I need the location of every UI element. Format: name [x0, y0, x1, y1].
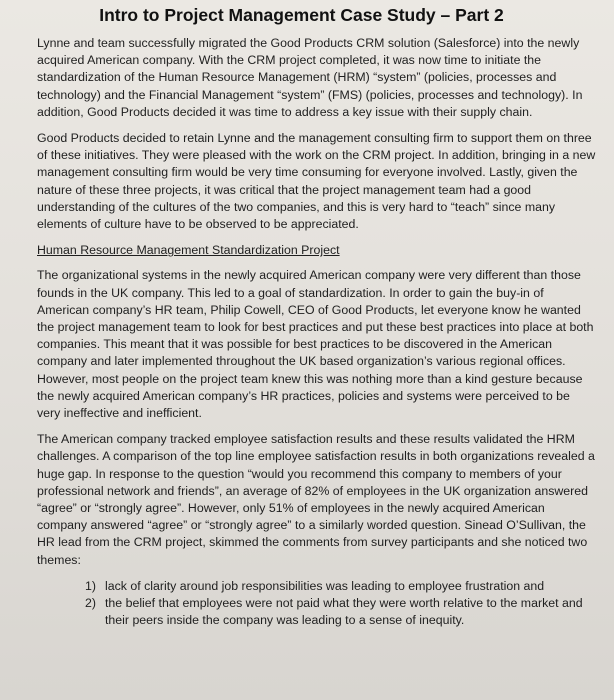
list-item-text: the belief that employees were not paid what they were worth relative to the market and their peers inside the company was leading to a sense of inequity. [105, 596, 583, 628]
paragraph-crm-migration: Lynne and team successfully migrated the Good Products CRM solution (Salesforce) into the newly acquired American company. With the CRM project completed, it was now time to initiate the standardization of the Human Resource Management (HRM) “system” (policies, processes and technology) and the Financial Management “system” (FMS) (policies, processes and technology). In addition, Good Products decided it was time to address a key issue with their supply chain. [37, 36, 583, 119]
list-item-number: 1) [85, 578, 96, 593]
list-item-text: lack of clarity around job responsibilities was leading to employee frustration and [105, 578, 545, 593]
paragraph-consulting-firm: Good Products decided to retain Lynne and the management consulting firm to support them on three of these initiatives. They were pleased with the work on the CRM project. In addition, bringing in a new management consulting firm would be very time consuming for everyone involved. Lastly, given the nature of these three projects, it was critical that the project management team had a good understanding of the cultures of the two companies, and this is very hard to “teach” since many elements of culture have to be observed to be appreciated. [37, 131, 596, 232]
list-item [85, 595, 596, 629]
paragraph-standardization: The organizational systems in the newly acquired American company were very different than those founds in the UK company. This led to a goal of standardization. In order to gain the buy-in of American company’s HR team, Philip Cowell, CEO of Good Products, let everyone know he wanted the project management team to look for best practices and put these best practices into place at both companies. This meant that it was possible for best practices to be discovered in the American company and later implemented throughout the UK based organization’s various regional offices. However, most people on the project team knew this was nothing more than a kind gesture because the newly acquired American company’s HR practices, policies and systems were perceived to be very ineffective and inefficient. [37, 268, 594, 421]
document-title: Intro to Project Management Case Study – Part 2 [99, 5, 504, 25]
themes-list [37, 578, 596, 630]
list-item [85, 578, 596, 595]
section-heading-hrm: Human Resource Management Standardization Project [37, 243, 340, 258]
paragraph-satisfaction-results: The American company tracked employee satisfaction results and these results validated the HRM challenges. A comparison of the top line employee satisfaction results in both organizations revealed a huge gap. In response to the question “would you recommend this company to members of your professional network and friends”, an average of 82% of employees in the UK organization answered “agree” or “strongly agree”. However, only 51% of employees in the newly acquired American company answered “agree” or “strongly agree” to a similarly worded question. Sinead O’Sullivan, the HR lead from the CRM project, skimmed the comments from survey participants and she noticed two themes: [37, 432, 595, 567]
list-item-number: 2) [85, 596, 96, 611]
